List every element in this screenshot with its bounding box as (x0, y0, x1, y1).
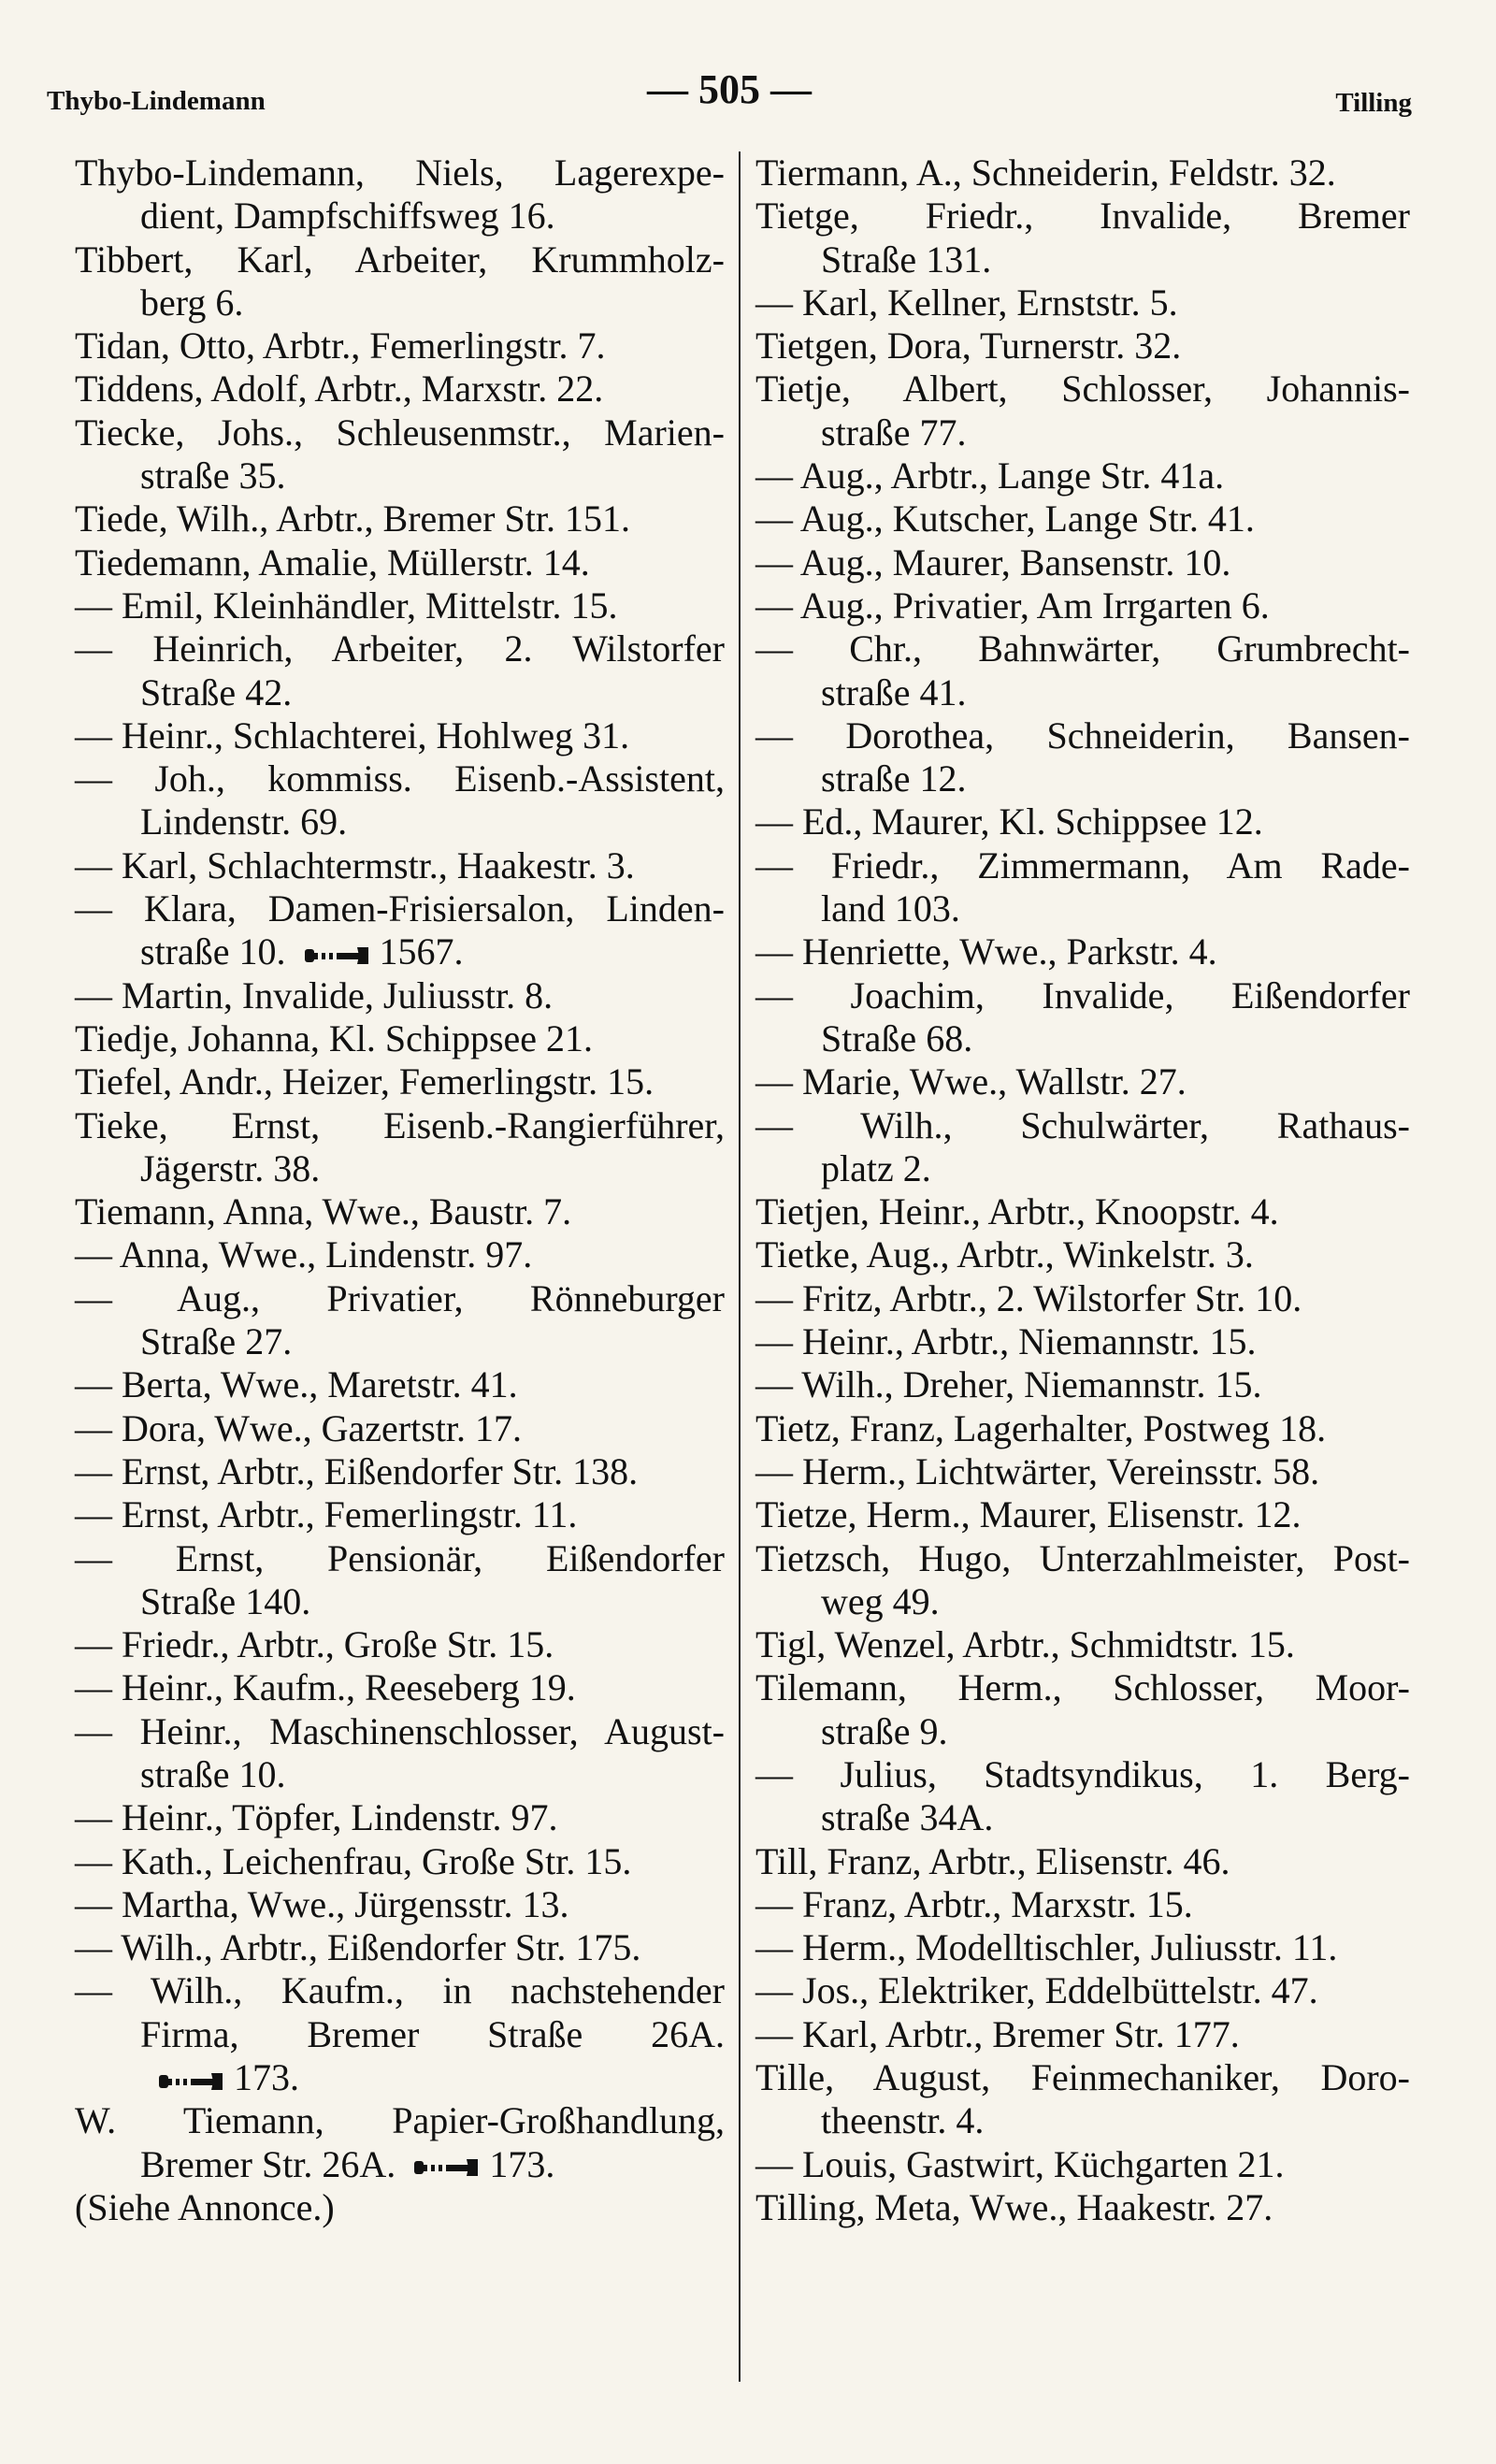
directory-entry (75, 844, 725, 887)
entry-line: Tiede, Wilh., Arbtr., Bremer Str. 151. (75, 497, 630, 540)
directory-entry (75, 974, 725, 1017)
entry-line: Firma, Bremer Straße 26A. (140, 2012, 725, 2055)
directory-entry (755, 930, 1410, 973)
entry-line: straße 34A. (821, 1796, 994, 1839)
entry-line: dient, Dampfschiffsweg 16. (140, 195, 555, 238)
entry-line: — Aug., Privatier, Am Irrgarten 6. (755, 584, 1270, 627)
directory-entry (75, 324, 725, 367)
header-left-keyword: Thybo-Lindemann (47, 86, 266, 116)
directory-entry (75, 411, 725, 498)
entry-line: — Fritz, Arbtr., 2. Wilstorfer Str. 10. (755, 1276, 1302, 1319)
entry-line: — Ed., Maurer, Kl. Schippsee 12. (755, 800, 1263, 843)
directory-entry (75, 151, 725, 238)
directory-entry (755, 281, 1410, 324)
directory-entry (755, 1277, 1410, 1320)
directory-entry (75, 1450, 725, 1493)
directory-entry (75, 1493, 725, 1536)
entry-line: — Friedr., Arbtr., Große Str. 15. (75, 1623, 554, 1666)
directory-entry (755, 1883, 1410, 1926)
directory-entry (75, 1233, 725, 1276)
right-column (755, 151, 1410, 2229)
entry-line: weg 49. (821, 1579, 940, 1622)
entry-line: (Siehe Annonce.) (75, 2185, 335, 2228)
directory-entry (755, 151, 1410, 195)
directory-entry (755, 1840, 1410, 1883)
entry-line: Tiedemann, Amalie, Müllerstr. 14. (75, 540, 590, 584)
directory-entry (755, 2013, 1410, 2056)
telephone-icon (157, 2068, 224, 2096)
entry-line: Jägerstr. 38. (140, 1146, 321, 1189)
directory-entry (755, 497, 1410, 540)
entry-line: Tille, August, Feinmechaniker, Doro- (755, 2056, 1410, 2099)
entry-line: Tidan, Otto, Arbtr., Femerlingstr. 7. (75, 324, 606, 367)
entry-line: — Wilh., Dreher, Niemannstr. 15. (755, 1363, 1262, 1406)
column-divider (739, 151, 741, 2382)
directory-entry (755, 584, 1410, 627)
entry-line: land 103. (821, 887, 960, 930)
directory-entry (755, 367, 1410, 454)
entry-line: Tieke, Ernst, Eisenb.-Rangierführer, (75, 1103, 725, 1146)
entry-line: berg 6. (140, 281, 244, 324)
directory-entry (75, 1537, 725, 1624)
entry-line: Bremer Str. 26A. 173. (140, 2142, 555, 2185)
directory-entry (755, 1060, 1410, 1103)
directory-entry (75, 1710, 725, 1797)
entry-line: — Franz, Arbtr., Marxstr. 15. (755, 1882, 1193, 1925)
entry-line: — Martin, Invalide, Juliusstr. 8. (75, 973, 554, 1016)
entry-line: — Joachim, Invalide, Eißendorfer (755, 973, 1410, 1016)
page-header (47, 65, 1412, 122)
telephone-icon (303, 942, 370, 970)
directory-entry (75, 367, 725, 411)
directory-entry (75, 238, 725, 325)
directory-entry (75, 497, 725, 540)
directory-entry (755, 627, 1410, 714)
entry-line: — Anna, Wwe., Lindenstr. 97. (75, 1233, 533, 1276)
phone-number: 1567. (379, 930, 464, 973)
directory-entry (755, 844, 1410, 931)
entry-line: — Aug., Privatier, Rönneburger (75, 1276, 725, 1319)
entry-line: Tietge, Friedr., Invalide, Bremer (755, 195, 1410, 238)
directory-entry (755, 1623, 1410, 1666)
entry-line: Straße 140. (140, 1579, 311, 1622)
entry-line: Tietje, Albert, Schlosser, Johannis- (755, 367, 1410, 411)
directory-entry (755, 1666, 1410, 1753)
entry-line: Till, Franz, Arbtr., Elisenstr. 46. (755, 1839, 1230, 1882)
entry-line (75, 2056, 725, 2099)
entry-line: — Karl, Kellner, Ernststr. 5. (755, 281, 1178, 324)
entry-line: — Dora, Wwe., Gazertstr. 17. (75, 1406, 523, 1449)
entry-line: — Herm., Modelltischler, Juliusstr. 11. (755, 1926, 1338, 1969)
entry-line: — Wilh., Schulwärter, Rathaus- (755, 1103, 1410, 1146)
entry-line: — Aug., Maurer, Bansenstr. 10. (755, 540, 1231, 584)
entry-line: — Heinr., Schlachterei, Hohlweg 31. (75, 713, 630, 756)
directory-entry (755, 1926, 1410, 1969)
entry-line: — Louis, Gastwirt, Küchgarten 21. (755, 2142, 1285, 2185)
entry-line: Thybo-Lindemann, Niels, Lagerexpe- (75, 151, 725, 194)
entry-line: — Heinr., Töpfer, Lindenstr. 97. (75, 1796, 558, 1839)
directory-entry (75, 541, 725, 584)
page-number: — 505 — (647, 66, 812, 112)
entry-line: Straße 42. (140, 670, 293, 713)
entry-line: Tiddens, Adolf, Arbtr., Marxstr. 22. (75, 367, 604, 411)
entry-line: — Heinrich, Arbeiter, 2. Wilstorfer (75, 627, 725, 670)
directory-entry (755, 1320, 1410, 1363)
entry-line: Lindenstr. 69. (140, 800, 348, 843)
directory-entry (755, 1104, 1410, 1191)
entry-line: Tilemann, Herm., Schlosser, Moor- (755, 1666, 1410, 1709)
directory-entry (75, 1190, 725, 1233)
entry-line: straße 12. (821, 757, 967, 800)
entry-line: Tiermann, A., Schneiderin, Feldstr. 32. (755, 151, 1336, 194)
directory-entry (75, 1796, 725, 1839)
entry-line: Tietgen, Dora, Turnerstr. 32. (755, 324, 1182, 367)
entry-line: — Ernst, Arbtr., Femerlingstr. 11. (75, 1493, 578, 1536)
entry-line: — Kath., Leichenfrau, Große Str. 15. (75, 1839, 632, 1882)
directory-entry (755, 1537, 1410, 1624)
directory-entry (755, 1969, 1410, 2012)
directory-entry (75, 1840, 725, 1883)
entry-line: Straße 27. (140, 1320, 293, 1363)
entry-line: — Julius, Stadtsyndikus, 1. Berg- (755, 1752, 1410, 1795)
entry-line: — Herm., Lichtwärter, Vereinsstr. 58. (755, 1449, 1320, 1492)
entry-line: straße 10. 1567. (140, 930, 464, 973)
directory-entry (755, 541, 1410, 584)
entry-line: — Emil, Kleinhändler, Mittelstr. 15. (75, 584, 618, 627)
entry-line: — Marie, Wwe., Wallstr. 27. (755, 1060, 1187, 1103)
directory-entry (755, 2056, 1410, 2143)
directory-entry (755, 1407, 1410, 1450)
entry-line: Tigl, Wenzel, Arbtr., Schmidtstr. 15. (755, 1623, 1295, 1666)
directory-entry (755, 800, 1410, 843)
entry-line: straße 10. (140, 1752, 286, 1795)
entry-line: — Karl, Schlachtermstr., Haakestr. 3. (75, 843, 635, 886)
entry-line: Tiedje, Johanna, Kl. Schippsee 21. (75, 1016, 594, 1059)
entry-line: Straße 131. (821, 238, 992, 281)
directory-entry (75, 1363, 725, 1406)
directory-entry (755, 324, 1410, 367)
entry-line: — Martha, Wwe., Jürgensstr. 13. (75, 1882, 569, 1925)
entry-line: platz 2. (821, 1146, 931, 1189)
entry-line: — Heinr., Kaufm., Reeseberg 19. (75, 1666, 576, 1709)
entry-line: — Wilh., Kaufm., in nachstehender (75, 1969, 725, 2012)
directory-entry (75, 2099, 725, 2186)
entry-line: theenstr. 4. (821, 2099, 985, 2142)
entry-line: — Aug., Kutscher, Lange Str. 41. (755, 497, 1255, 540)
header-right-keyword: Tilling (1335, 88, 1412, 118)
entry-line: — Ernst, Pensionär, Eißendorfer (75, 1536, 725, 1579)
directory-entry (75, 1017, 725, 1060)
entry-line: — Wilh., Arbtr., Eißendorfer Str. 175. (75, 1926, 641, 1969)
entry-line: Tiefel, Andr., Heizer, Femerlingstr. 15. (75, 1060, 654, 1103)
entry-line: — Henriette, Wwe., Parkstr. 4. (755, 930, 1217, 973)
directory-entry (75, 1060, 725, 1103)
entry-line: — Ernst, Arbtr., Eißendorfer Str. 138. (75, 1449, 639, 1492)
directory-entry (75, 627, 725, 714)
directory-entry (75, 757, 725, 844)
entry-line: — Dorothea, Schneiderin, Bansen- (755, 713, 1410, 756)
entry-line: Tibbert, Karl, Arbeiter, Krummholz- (75, 238, 725, 281)
directory-entry (755, 2186, 1410, 2229)
entry-line: Straße 68. (821, 1016, 973, 1059)
entry-line: straße 9. (821, 1709, 948, 1752)
entry-line: Tietke, Aug., Arbtr., Winkelstr. 3. (755, 1233, 1254, 1276)
entry-line: straße 35. (140, 454, 286, 497)
directory-entry (75, 1277, 725, 1364)
entry-line: W. Tiemann, Papier-Großhandlung, (75, 2099, 725, 2142)
entry-line: — Joh., kommiss. Eisenb.-Assistent, (75, 757, 725, 800)
entry-line: — Jos., Elektriker, Eddelbüttelstr. 47. (755, 1969, 1318, 2012)
directory-entry (755, 1450, 1410, 1493)
directory-entry (75, 887, 725, 974)
directory-entry (75, 1104, 725, 1191)
entry-line: straße 77. (821, 411, 967, 454)
directory-entry (755, 1363, 1410, 1406)
phone-number: 173. (234, 2056, 299, 2099)
directory-entry (75, 1407, 725, 1450)
entry-line: — Karl, Arbtr., Bremer Str. 177. (755, 2012, 1240, 2055)
directory-entry (755, 1233, 1410, 1276)
entry-line: — Berta, Wwe., Maretstr. 41. (75, 1363, 518, 1406)
entry-line: — Chr., Bahnwärter, Grumbrecht- (755, 627, 1410, 670)
directory-entry (75, 1623, 725, 1666)
entry-line: — Friedr., Zimmermann, Am Rade- (755, 843, 1410, 886)
directory-entry (755, 1493, 1410, 1536)
directory-entry (75, 1883, 725, 1926)
entry-line: — Klara, Damen-Frisiersalon, Linden- (75, 887, 725, 930)
entry-line: straße 41. (821, 670, 967, 713)
directory-entry (75, 2186, 725, 2229)
directory-entry (75, 1926, 725, 1969)
entry-line: Tietzsch, Hugo, Unterzahlmeister, Post- (755, 1536, 1410, 1579)
entry-line: — Heinr., Arbtr., Niemannstr. 15. (755, 1320, 1257, 1363)
entry-line: — Aug., Arbtr., Lange Str. 41a. (755, 454, 1225, 497)
telephone-icon (412, 2154, 480, 2182)
phone-number: 173. (489, 2142, 555, 2185)
entry-line: Tietze, Herm., Maurer, Elisenstr. 12. (755, 1493, 1302, 1536)
entry-line: Tiecke, Johs., Schleusenmstr., Marien- (75, 411, 725, 454)
directory-entry (75, 1969, 725, 2099)
directory-entry (75, 714, 725, 757)
directory-entry (755, 195, 1410, 281)
directory-entry (755, 974, 1410, 1061)
entry-line: Tietjen, Heinr., Arbtr., Knoopstr. 4. (755, 1190, 1279, 1233)
directory-entry (75, 584, 725, 627)
directory-entry (755, 1190, 1410, 1233)
entry-line: Tilling, Meta, Wwe., Haakestr. 27. (755, 2185, 1273, 2228)
entry-line: — Heinr., Maschinenschlosser, August- (75, 1709, 725, 1752)
directory-entry (755, 714, 1410, 801)
directory-entry (755, 2143, 1410, 2186)
directory-entry (75, 1666, 725, 1709)
directory-entry (755, 454, 1410, 497)
left-column (75, 151, 725, 2229)
entry-line: Tietz, Franz, Lagerhalter, Postweg 18. (755, 1406, 1327, 1449)
entry-line: Tiemann, Anna, Wwe., Baustr. 7. (75, 1190, 572, 1233)
directory-entry (755, 1753, 1410, 1840)
